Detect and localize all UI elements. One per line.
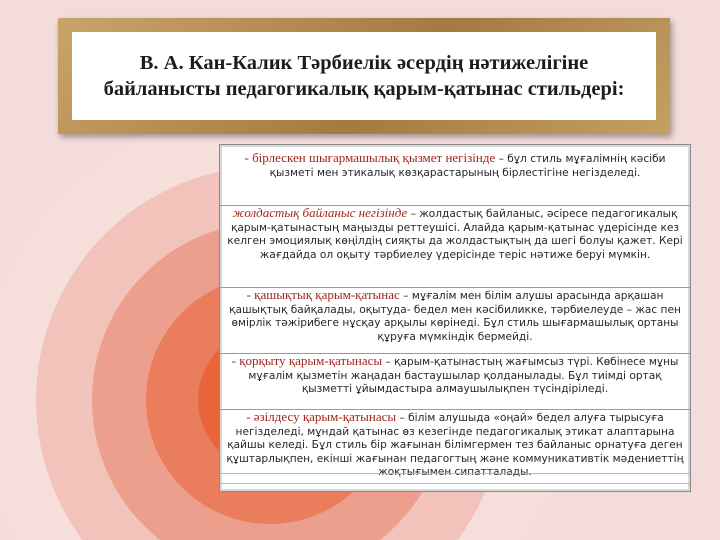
divider-line — [220, 483, 690, 484]
style-term-intimidation: - қорқыту қарым-қатынасы — [231, 353, 383, 368]
style-desc-cooperative: – бұл стиль мұғалімнің кәсіби қызметі мен этикалық көзқарастарының бірлестігіне негізделеді. — [269, 153, 666, 179]
style-block-distance — [220, 287, 690, 344]
style-term-cooperative: - бірлескен шығармашылық қызмет негізінде — [244, 150, 496, 165]
style-desc-joking: – білім алушыда «оңай» бедел алуға тырысуға негізделеді, мұндай қатынас өз кезегінде педагогикалық этикат алаптарына қайшы келеді. Бұл стиль бір жағынан білімгермен тез байланыс орнатуға деген құштарлықпен, екінші жағынан педагогтың және коммуникативтік мәдениеттің жоқтығымен сипатталады. — [226, 412, 684, 479]
divider-line — [220, 473, 690, 474]
style-block-joking — [220, 409, 690, 480]
style-term-friendly: жолдастық байланыс негізінде — [232, 205, 408, 220]
style-desc-distance: – мұғалім мен білім алушы арасында арқашан қашықтық байқалады, оқытуда- бедел мен кәсібиликке, тәрбиелеуде – жас пен өмірлік тәжірибеге нұсқау арқылы көрінеді. Бұл стиль шығармашылық ортаны құруға мүмкіндік бермейді. — [229, 290, 681, 343]
title-frame — [58, 18, 670, 134]
style-block-friendly — [220, 205, 690, 262]
style-term-distance: - қашықтық қарым-қатынас — [246, 287, 400, 302]
title-panel — [72, 32, 656, 120]
style-desc-friendly: – жолдастық байланыс, әсіресе педагогикалық қарым-қатынастың маңызды реттеушісі. Алайда қарым-қатынас үдерісінде кез келген эмоциялық көңілдің сияқты да жолдастықтың да шегі болуы қажет. Кері жағдайда ол оқыту тәрбиелеу үдерісінде теріс нәтиже беруі мүмкін. — [227, 208, 683, 261]
styles-content-box — [219, 144, 691, 492]
style-block-intimidation — [220, 353, 690, 397]
slide-title: В. А. Кан-Калик Тәрбиелік әсердің нәтижелігіне байланысты педагогикалық қарым-қатынас стильдері: — [103, 52, 625, 100]
style-block-cooperative — [220, 151, 690, 180]
style-desc-intimidation: – қарым-қатынастың жағымсыз түрі. Көбінесе мұны мұғалім қызметін жаңадан бастаушылар қолданылады. Бұл тиімді ортақ қызметті ұйымдастыра алмаушылықпен түсіндіріледі. — [248, 356, 679, 396]
style-term-joking: - әзілдесу қарым-қатынасы — [246, 409, 397, 424]
